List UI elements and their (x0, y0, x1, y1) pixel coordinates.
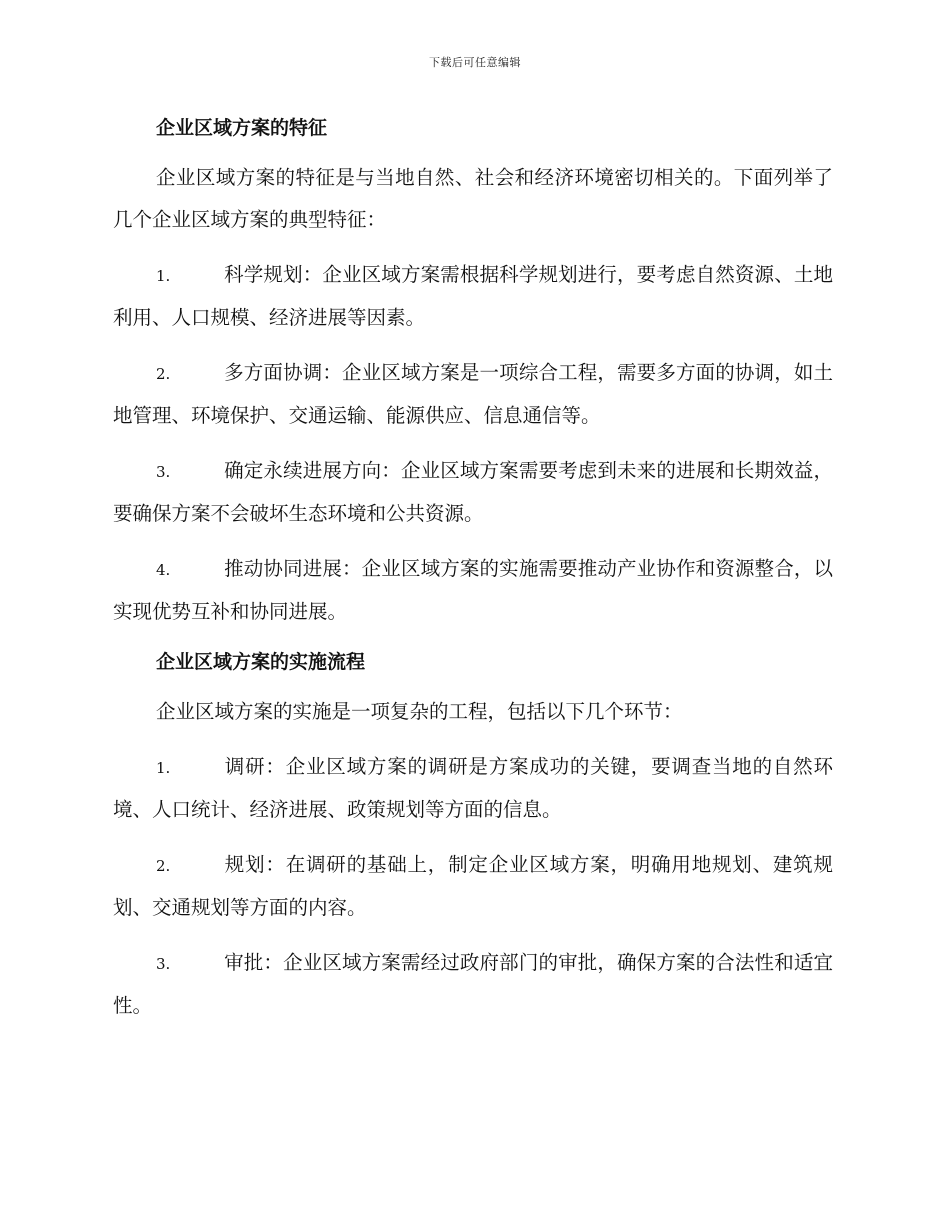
list-text: 多方面协调：企业区域方案是一项综合工程，需要多方面的协调，如土地管理、环境保护、交通运输、能源供应、信息通信等。 (113, 361, 833, 427)
header-note: 下载后可任意编辑 (429, 56, 521, 69)
document-body (113, 112, 833, 1027)
list-text: 规划：在调研的基础上，制定企业区域方案，明确用地规划、建筑规划、交通规划等方面的内容。 (113, 853, 833, 919)
features-intro: 企业区域方案的特征是与当地自然、社会和经济环境密切相关的。下面列举了几个企业区域方案的典型特征： (113, 166, 833, 231)
section-title-features: 企业区域方案的特征 (156, 117, 328, 139)
list-number: 1. (156, 759, 171, 777)
list-item (113, 746, 833, 831)
process-intro: 企业区域方案的实施是一项复杂的工程，包括以下几个环节： (156, 700, 683, 723)
list-number: 4. (156, 561, 171, 579)
list-number: 3. (156, 955, 171, 973)
list-item (113, 942, 833, 1027)
list-number: 3. (156, 463, 171, 481)
list-number: 2. (156, 857, 171, 875)
list-item (113, 548, 833, 633)
section-title-process: 企业区域方案的实施流程 (156, 651, 366, 673)
list-item (113, 450, 833, 535)
list-number: 2. (156, 365, 171, 383)
list-text: 科学规划：企业区域方案需根据科学规划进行，要考虑自然资源、土地利用、人口规模、经济进展等因素。 (113, 263, 833, 329)
list-number: 1. (156, 267, 171, 285)
list-text: 调研：企业区域方案的调研是方案成功的关键，要调查当地的自然环境、人口统计、经济进展、政策规划等方面的信息。 (113, 755, 833, 821)
list-item (113, 254, 833, 339)
list-text: 审批：企业区域方案需经过政府部门的审批，确保方案的合法性和适宜性。 (113, 951, 833, 1017)
list-text: 推动协同进展：企业区域方案的实施需要推动产业协作和资源整合，以实现优势互补和协同进展。 (113, 557, 833, 623)
list-text: 确定永续进展方向：企业区域方案需要考虑到未来的进展和长期效益，要确保方案不会破坏生态环境和公共资源。 (113, 459, 833, 525)
list-item (113, 352, 833, 437)
list-item (113, 844, 833, 929)
